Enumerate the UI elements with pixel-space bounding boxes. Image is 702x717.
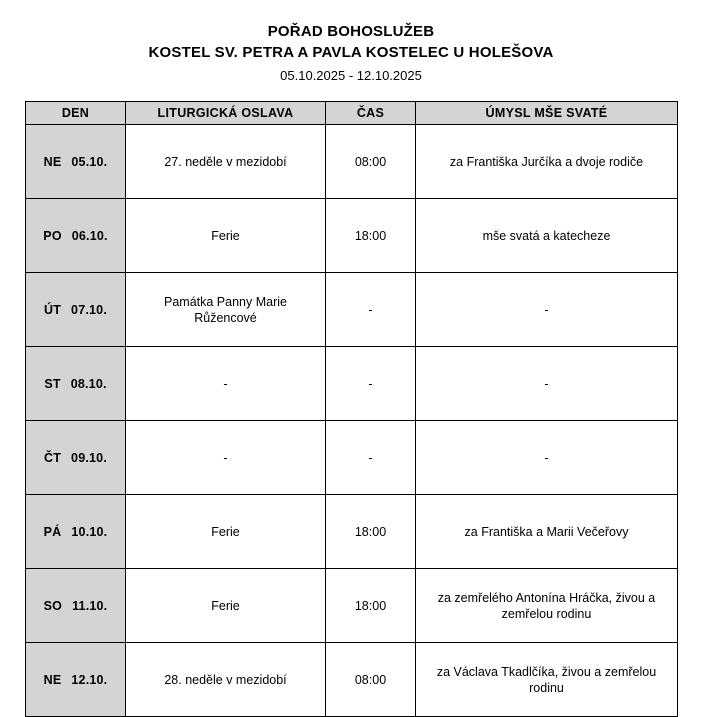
cell-time: 08:00 — [326, 125, 416, 199]
day-date: 05.10. — [71, 154, 108, 169]
cell-intention: - — [416, 347, 678, 421]
table-row — [26, 643, 678, 717]
day-date: 12.10. — [71, 672, 108, 687]
cell-celebration: - — [126, 347, 326, 421]
day-name: ST — [44, 376, 61, 391]
cell-intention: za zemřelého Antonína Hráčka, živou a zemřelou rodinu — [416, 569, 678, 643]
day-name: ČT — [43, 450, 62, 465]
cell-celebration: 27. neděle v mezidobí — [126, 125, 326, 199]
table-row — [26, 569, 678, 643]
document-header — [0, 0, 702, 86]
cell-time: - — [326, 273, 416, 347]
cell-celebration: Ferie — [126, 569, 326, 643]
cell-intention: za Františka Jurčíka a dvoje rodiče — [416, 125, 678, 199]
day-date: 08.10. — [70, 376, 107, 391]
cell-intention: mše svatá a katecheze — [416, 199, 678, 273]
table-row — [26, 273, 678, 347]
cell-day — [26, 125, 126, 199]
cell-time: - — [326, 421, 416, 495]
schedule-table — [25, 101, 678, 717]
column-header-day: DEN — [26, 102, 126, 125]
table-header-row — [26, 102, 678, 125]
day-date: 09.10. — [71, 450, 108, 465]
cell-time: 18:00 — [326, 495, 416, 569]
day-date: 06.10. — [71, 228, 108, 243]
cell-day — [26, 643, 126, 717]
day-name: PO — [43, 228, 62, 243]
table-row — [26, 125, 678, 199]
cell-intention: - — [416, 421, 678, 495]
table-row — [26, 495, 678, 569]
cell-day — [26, 421, 126, 495]
day-name: ÚT — [43, 302, 62, 317]
cell-celebration: Památka Panny Marie Růžencové — [126, 273, 326, 347]
day-name: NE — [43, 154, 62, 169]
cell-day — [26, 495, 126, 569]
table-row — [26, 421, 678, 495]
cell-intention: - — [416, 273, 678, 347]
page-title: POŘAD BOHOSLUŽEB — [267, 23, 435, 40]
day-date: 07.10. — [71, 302, 108, 317]
cell-celebration: 28. neděle v mezidobí — [126, 643, 326, 717]
cell-day — [26, 199, 126, 273]
cell-celebration: Ferie — [126, 199, 326, 273]
cell-time: 08:00 — [326, 643, 416, 717]
cell-celebration: Ferie — [126, 495, 326, 569]
day-name: NE — [43, 672, 62, 687]
column-header-celebration: LITURGICKÁ OSLAVA — [126, 102, 326, 125]
table-row — [26, 347, 678, 421]
day-date: 11.10. — [72, 598, 108, 613]
cell-day — [26, 273, 126, 347]
cell-intention: za Františka a Marii Večeřovy — [416, 495, 678, 569]
day-name: PÁ — [43, 524, 62, 539]
schedule-table-wrapper — [25, 101, 677, 717]
day-name: SO — [43, 598, 63, 613]
cell-intention: za Václava Tkadlčíka, živou a zemřelou rodinu — [416, 643, 678, 717]
table-body — [26, 125, 678, 717]
cell-celebration: - — [126, 421, 326, 495]
cell-time: - — [326, 347, 416, 421]
column-header-time: ČAS — [326, 102, 416, 125]
cell-day — [26, 569, 126, 643]
cell-time: 18:00 — [326, 199, 416, 273]
cell-day — [26, 347, 126, 421]
church-name: KOSTEL SV. PETRA A PAVLA KOSTELEC U HOLEŠOVA — [148, 44, 554, 61]
date-range: 05.10.2025 - 12.10.2025 — [280, 68, 422, 83]
cell-time: 18:00 — [326, 569, 416, 643]
column-header-intention: ÚMYSL MŠE SVATÉ — [416, 102, 678, 125]
day-date: 10.10. — [71, 524, 108, 539]
table-row — [26, 199, 678, 273]
